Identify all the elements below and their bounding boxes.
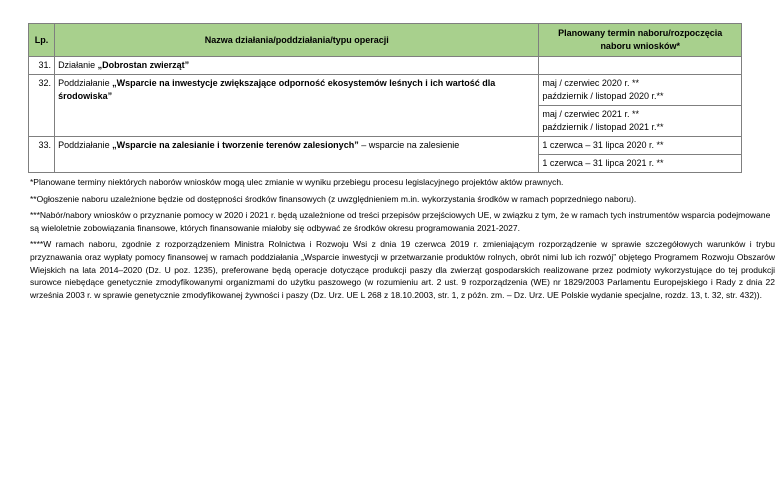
header-name: Nazwa działania/poddziałania/typu operacji xyxy=(55,24,539,57)
row-name-bold: „Wsparcie na zalesianie i tworzenie terenów zalesionych” xyxy=(112,140,359,150)
row-name-bold: „Wsparcie na inwestycje zwiększające odporność ekosystemów leśnych i ich wartość dla środowiska” xyxy=(58,78,496,101)
row-name xyxy=(55,57,539,75)
row-name xyxy=(55,137,539,173)
row-term xyxy=(539,106,742,137)
footnote: **Ogłoszenie naboru uzależnione będzie od dostępności środków finansowych (z uwzględnieniem m.in. wykorzystania środków w ramach poprzedniego naboru). xyxy=(30,193,637,204)
row-name-suffix: – wsparcie na zalesienie xyxy=(358,140,460,150)
schedule-table xyxy=(28,23,742,173)
row-term xyxy=(539,57,742,75)
row-name-bold: „Dobrostan zwierząt” xyxy=(97,60,190,70)
term-line: październik / listopad 2021 r.** xyxy=(542,122,664,132)
row-term: 1 czerwca – 31 lipca 2021 r. ** xyxy=(539,155,742,173)
row-name-prefix: Działanie xyxy=(58,60,98,70)
footnote: ***Nabór/nabory wniosków o przyznanie pomocy w 2020 i 2021 r. będą uzależnione od treści przepisów przejściowych UE, w związku z tym, że w ramach tych instrumentów wsparcia podejmowane są wieloletnie zobowiązania finansowe, których finansowanie miałoby się odbywać ze środków okresu programowania 2021-2027. xyxy=(30,210,771,233)
footnote: ****W ramach naboru, zgodnie z rozporządzeniem Ministra Rolnictwa i Rozwoju Wsi z dnia 19 czerwca 2019 r. zmieniającym rozporządzenie w sprawie szczegółowych warunków i trybu przyznawania oraz wypłaty pomocy finansowej w ramach poddziałania „Wsparcie inwestycji w przetwarzanie produktów rolnych, obrót nimi lub ich rozwój” objętego Programem Rozwoju Obszarów Wiejskich na lata 2014–2020 (Dz. U poz. 1235), preferowane będą operacje dotyczące produkcji paszy dla zwierząt gospodarskich realizowane przez podmioty wykorzystujące do tej produkcji surowce niebędące genetycznie zmodyfikowanymi organizmami do użytku paszowego (w rozumieniu art. 2 ust. 9 rozporządzenia (WE) nr 1829/2003 Parlamentu Europejskiego i Rady z dnia 22 września 2003 r. w sprawie genetycznie zmodyfikowanej żywności i paszy (Dz. Urz. UE L 268 z 18.10.2003, str. 1, z późn. zm. – Dz. Urz. UE Polskie wydanie specjalne, rozdz. 13, t. 32, str. 432)). xyxy=(30,239,775,300)
footnote: *Planowane terminy niektórych naborów wniosków mogą ulec zmianie w wyniku przebiegu procesu legislacyjnego projektów aktów prawnych. xyxy=(30,177,564,187)
row-lp: 31. xyxy=(29,57,55,75)
table-row xyxy=(29,75,742,106)
header-term: Planowany termin naboru/rozpoczęcia naboru wniosków* xyxy=(539,24,742,57)
row-term xyxy=(539,75,742,106)
row-name xyxy=(55,75,539,137)
row-name-prefix: Poddziałanie xyxy=(58,78,113,88)
table-row xyxy=(29,137,742,155)
term-line: maj / czerwiec 2020 r. ** xyxy=(542,78,639,88)
row-lp: 33. xyxy=(29,137,55,173)
row-name-prefix: Poddziałanie xyxy=(58,140,113,150)
table-row xyxy=(29,57,742,75)
row-lp: 32. xyxy=(29,75,55,137)
row-term: 1 czerwca – 31 lipca 2020 r. ** xyxy=(539,137,742,155)
term-line: październik / listopad 2020 r.** xyxy=(542,91,664,101)
table-header-row xyxy=(29,24,742,57)
footnotes xyxy=(30,176,775,305)
term-line: maj / czerwiec 2021 r. ** xyxy=(542,109,639,119)
header-lp: Lp. xyxy=(29,24,55,57)
